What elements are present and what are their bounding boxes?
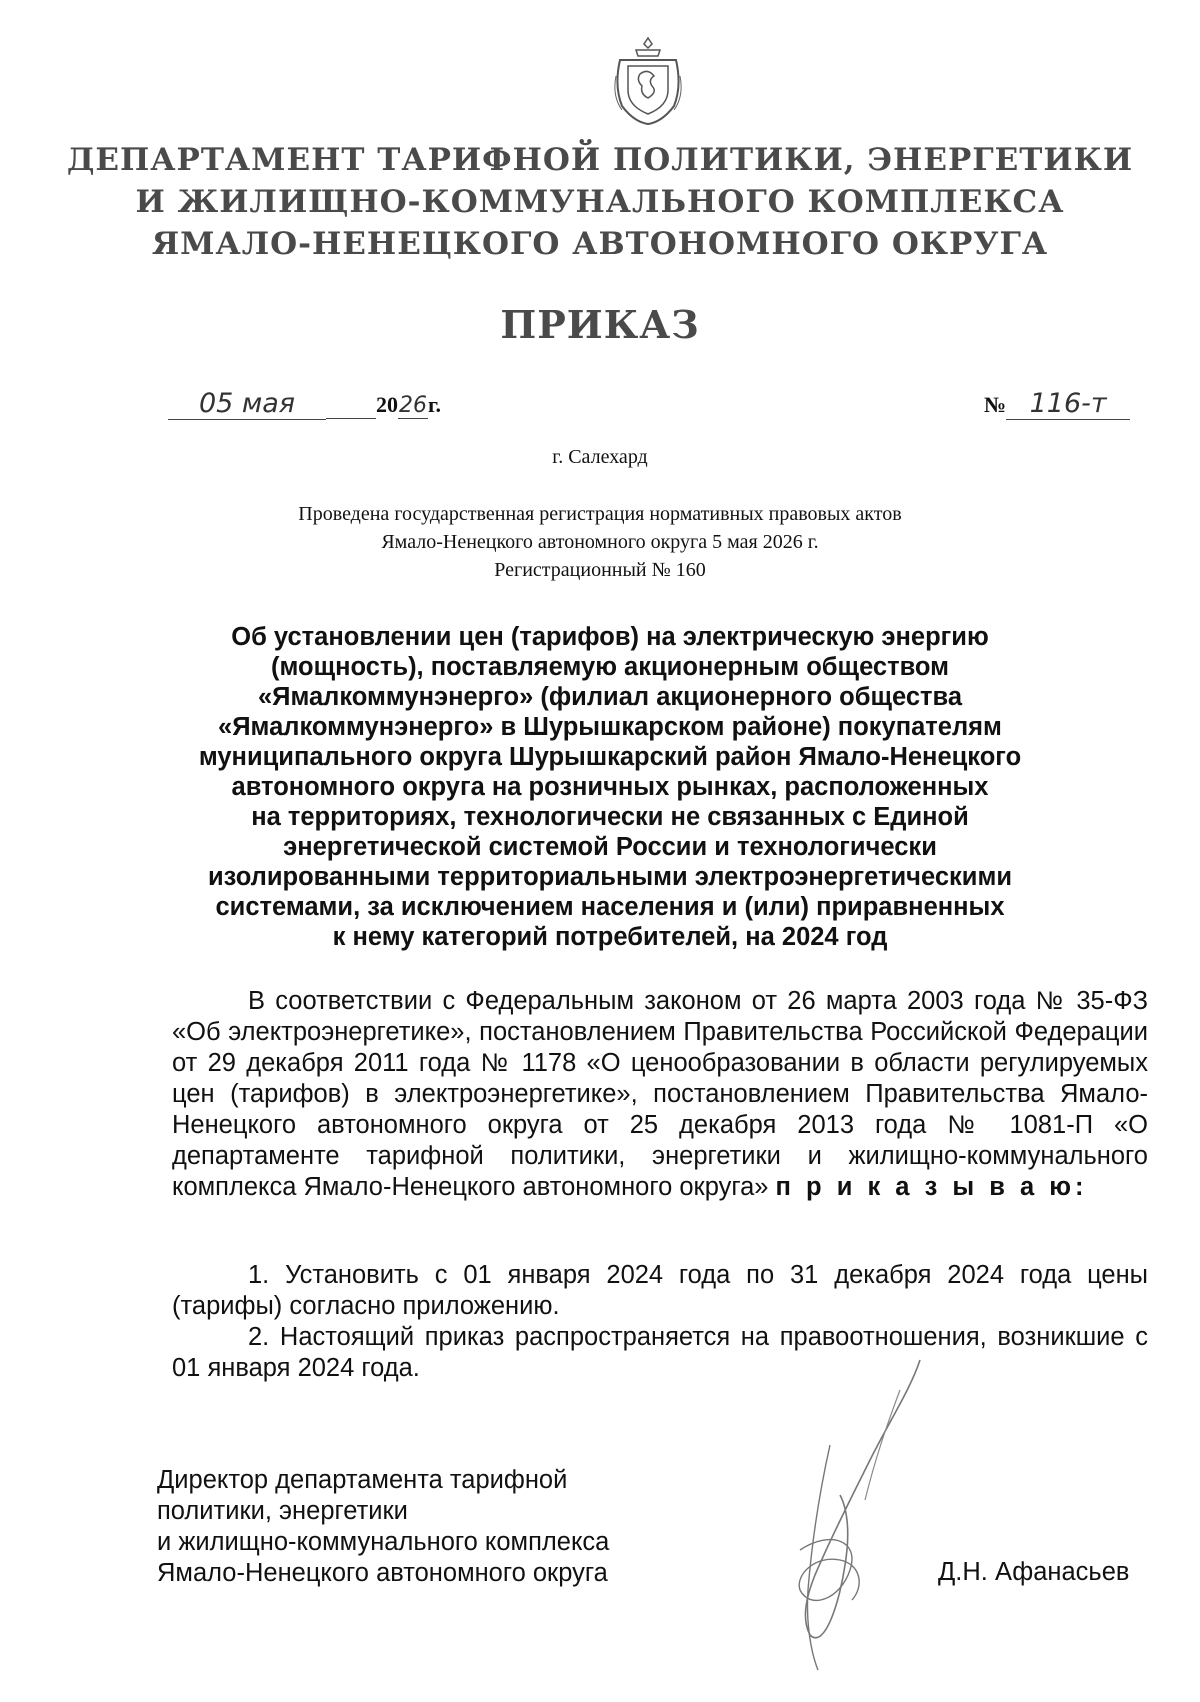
subject-line: автономного округа на розничных рынках, расположенных bbox=[231, 773, 989, 801]
subject-line: (мощность), поставляемую акционерным обществом bbox=[270, 653, 950, 681]
year-prefix: 20 bbox=[376, 392, 398, 417]
department-line-3: ЯМАЛО-НЕНЕЦКОГО АВТОНОМНОГО ОКРУГА bbox=[151, 226, 1049, 262]
year-mark: г. bbox=[428, 392, 442, 417]
subject-line: на территориях, технологически не связанных с Единой bbox=[251, 803, 969, 831]
city: г. Салехард bbox=[552, 446, 648, 468]
handwritten-date: 05 мая bbox=[168, 388, 326, 420]
subject-line: изолированными территориальными электроэнергетическими bbox=[208, 863, 1012, 891]
position-line: Директор департамента тарифной bbox=[157, 1466, 568, 1494]
signatory-position bbox=[157, 1465, 609, 1589]
position-line: Ямало-Ненецкого автономного округа bbox=[157, 1559, 608, 1587]
coat-of-arms-emblem bbox=[608, 36, 688, 126]
order-date bbox=[168, 388, 441, 420]
order-subject bbox=[190, 622, 1030, 952]
order-verb: п р и к а з ы в а ю: bbox=[775, 1173, 1088, 1201]
registration-line-2: Ямало-Ненецкого автономного округа 5 мая 2026 г. bbox=[381, 531, 819, 553]
registration-note bbox=[0, 500, 1200, 584]
subject-line: «Ямалкоммунэнерго» в Шурышкарском районе) покупателям bbox=[218, 713, 1002, 741]
handwritten-year: 26 bbox=[399, 393, 427, 418]
handwritten-signature bbox=[770, 1350, 990, 1680]
document-type-title: ПРИКАЗ bbox=[500, 302, 700, 347]
number-label: № bbox=[984, 392, 1007, 417]
order-number bbox=[984, 388, 1130, 420]
department-line-1: ДЕПАРТАМЕНТ ТАРИФНОЙ ПОЛИТИКИ, ЭНЕРГЕТИКИ bbox=[66, 142, 1134, 178]
subject-line: «Ямалкоммунэнерго» (филиал акционерного общества bbox=[257, 683, 963, 711]
signatory-name: Д.Н. Афанасьев bbox=[938, 1558, 1130, 1586]
registration-line-1: Проведена государственная регистрация нормативных правовых актов bbox=[298, 503, 902, 525]
subject-line: муниципального округа Шурышкарский район Ямало-Ненецкого bbox=[198, 743, 1022, 771]
registration-line-3: Регистрационный № 160 bbox=[494, 559, 706, 581]
order-item-1: 1. Установить с 01 января 2024 года по 31 декабря 2024 года цены (тарифы) согласно приложению. bbox=[172, 1261, 1148, 1320]
subject-line: Об установлении цен (тарифов) на электрическую энергию bbox=[231, 623, 989, 651]
subject-line: системами, за исключением населения и (или) приравненных bbox=[215, 893, 1005, 921]
subject-line: к нему категорий потребителей, на 2024 год bbox=[332, 923, 888, 951]
department-line-2: И ЖИЛИЩНО-КОММУНАЛЬНОГО КОМПЛЕКСА bbox=[135, 184, 1065, 220]
subject-line: энергетической системой России и технологически bbox=[283, 833, 937, 861]
position-line: политики, энергетики bbox=[157, 1497, 408, 1525]
preamble-text: В соответствии с Федеральным законом от 26 марта 2003 года № 35-ФЗ «Об электроэнергетике», постановлением Правительства Российской Федерации от 29 декабря 2011 года № 1178 «О ценообразовании в области регулируемых цен (тарифов) в электроэнергетике», постановлением Правительства Ямало-Ненецкого автономного округа от 25 декабря 2013 года № 1081-П «О департаменте тарифной политики, энергетики и жилищно-коммунального комплекса Ямало-Ненецкого автономного округа» bbox=[172, 987, 1148, 1201]
position-line: и жилищно-коммунального комплекса bbox=[157, 1528, 610, 1556]
preamble-paragraph bbox=[172, 986, 1148, 1203]
handwritten-number: 116-т bbox=[1006, 388, 1130, 420]
order-item-2: 2. Настоящий приказ распространяется на правоотношения, возникшие с 01 января 2024 года. bbox=[172, 1323, 1148, 1382]
